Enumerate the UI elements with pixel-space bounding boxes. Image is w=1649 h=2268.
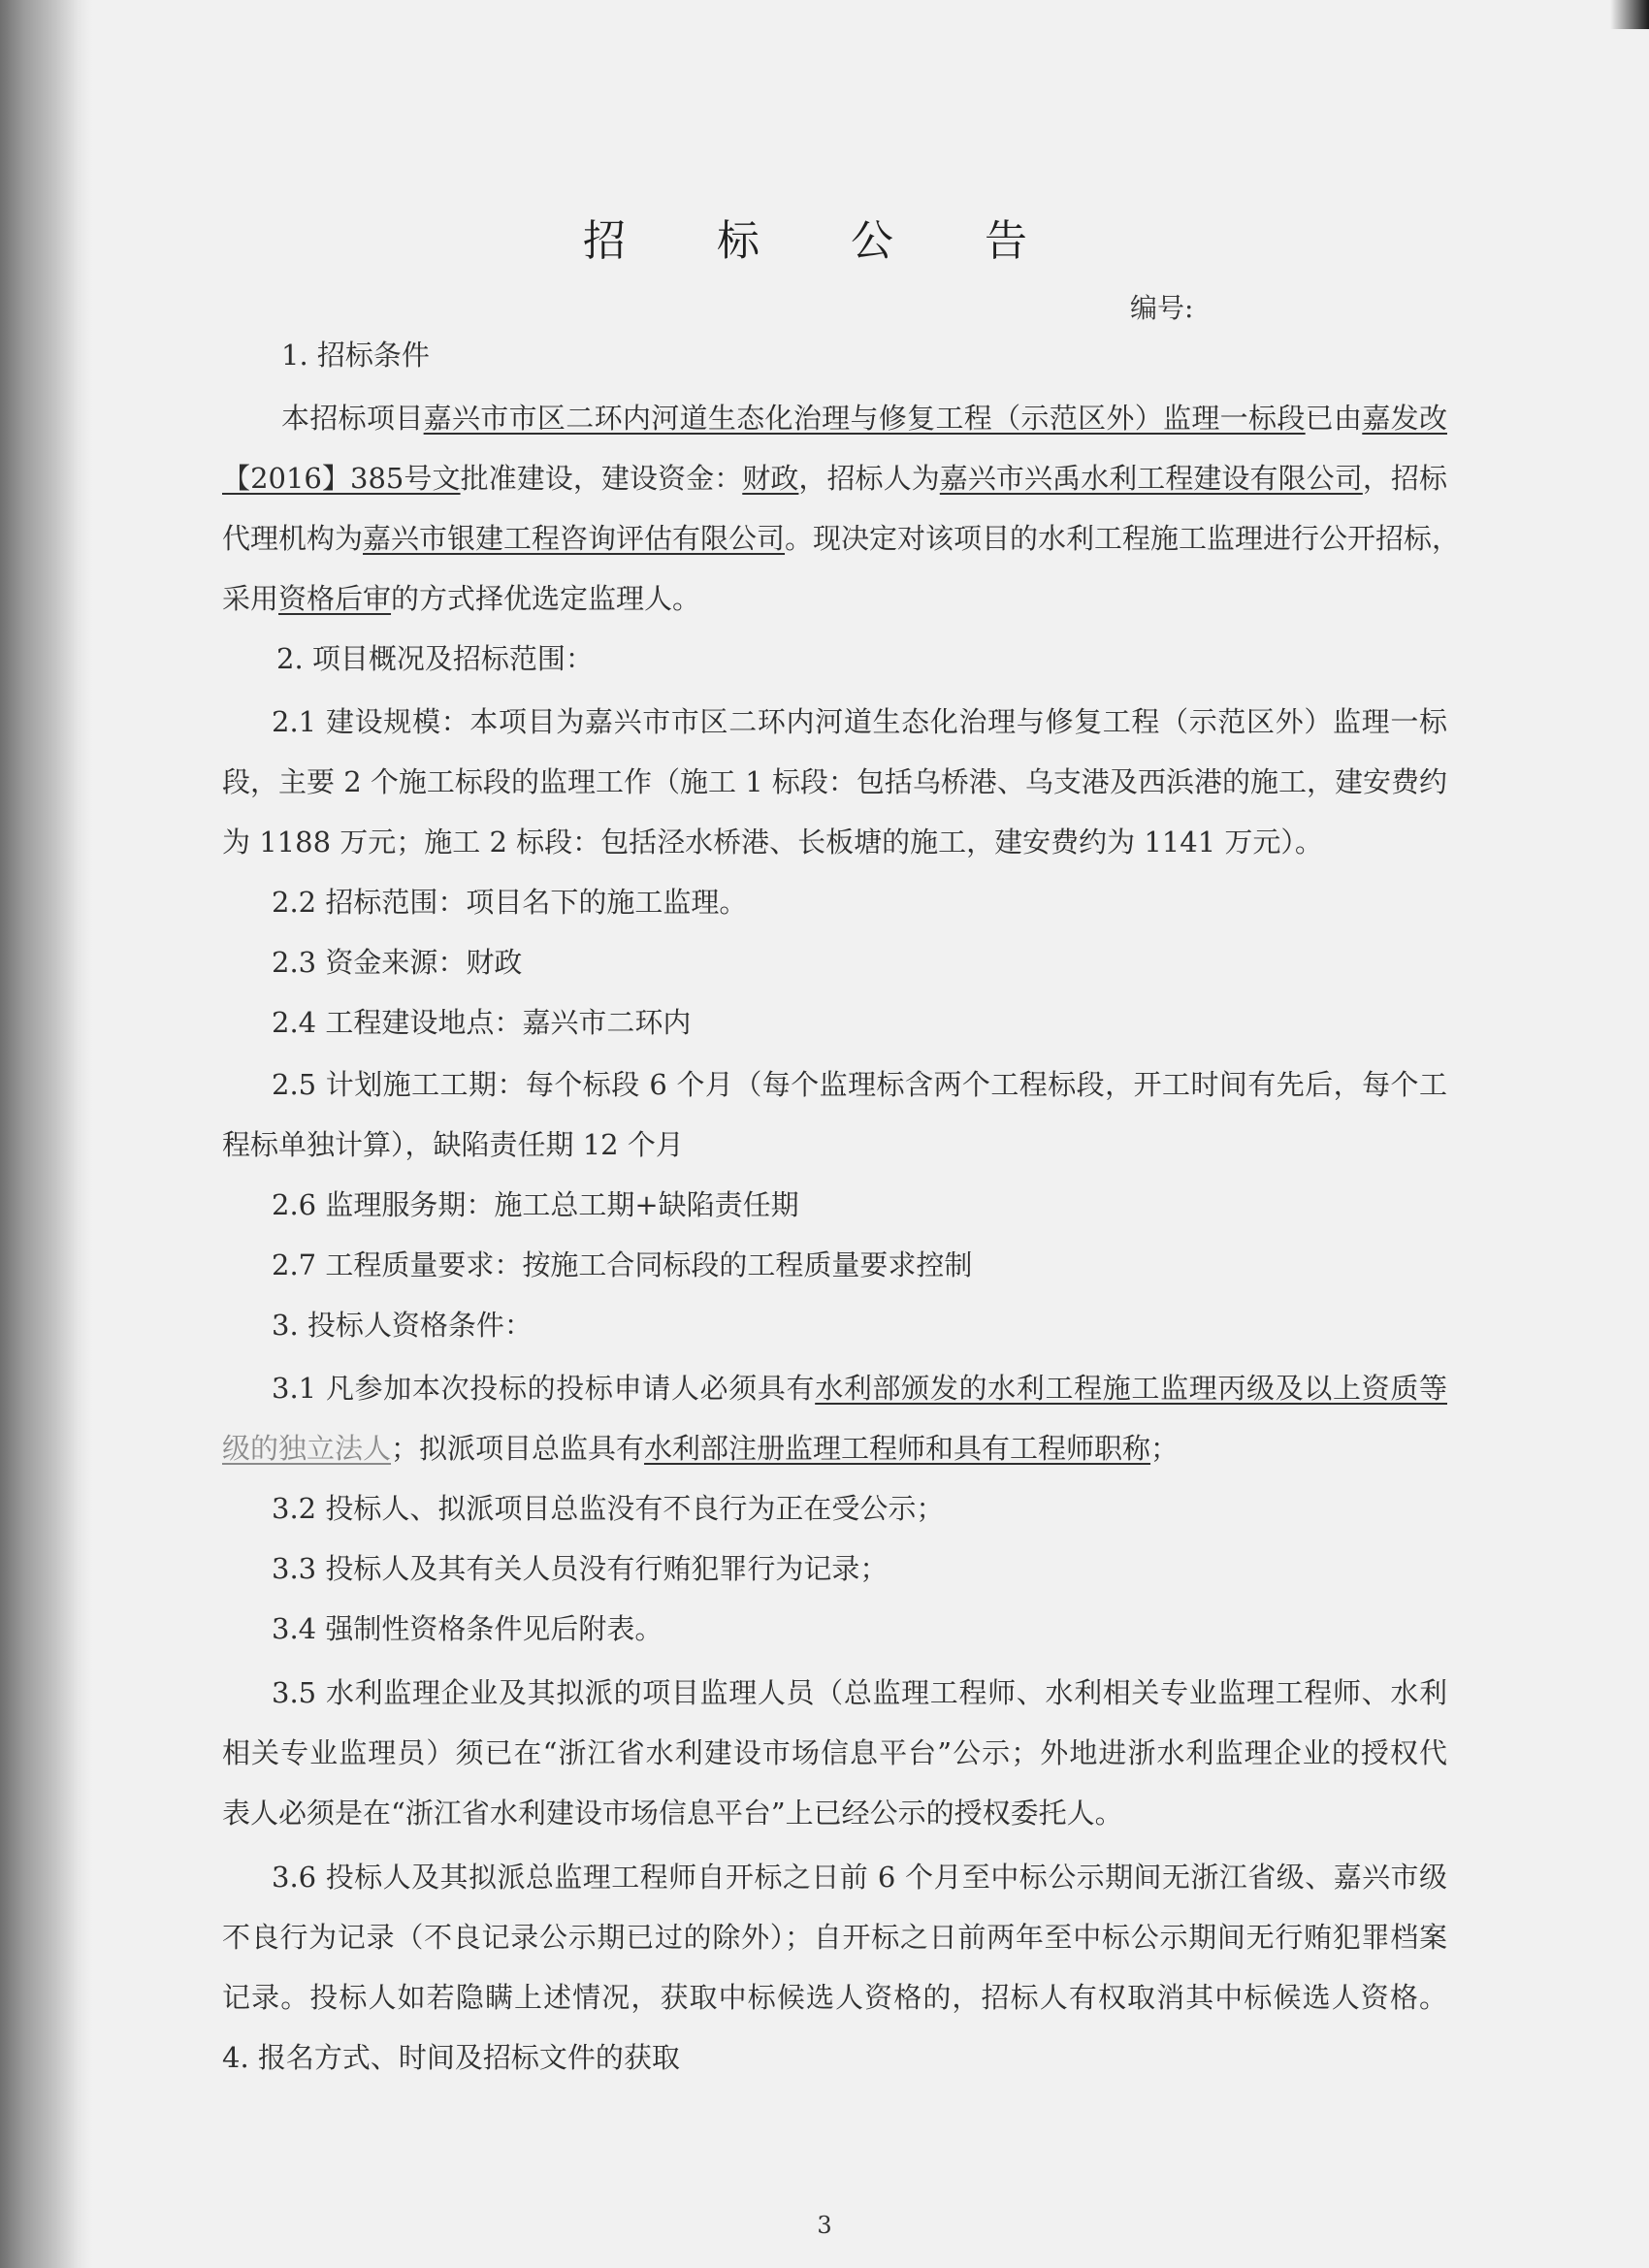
funding-source: 财政 (742, 462, 799, 495)
section-3-5-line-2: 相关专业监理员）须已在“浙江省水利建设市场信息平台”公示；外地进浙水利监理企业的授权代 (222, 1736, 1447, 1769)
approval-doc-number: 【2016】385号文 (222, 462, 461, 495)
qualification-method: 资格后审 (278, 582, 392, 615)
section-3-4: 3.4 强制性资格条件见后附表。 (272, 1612, 663, 1645)
tenderer-name: 嘉兴市兴禹水利工程建设有限公司 (939, 462, 1363, 495)
section-1-para-line-4 (222, 581, 700, 616)
section-2-heading: 2. 项目概况及招标范围： (276, 642, 594, 675)
section-2-1-line-1: 2.1 建设规模：本项目为嘉兴市市区二环内河道生态化治理与修复工程（示范区外）监理一标 (272, 705, 1447, 738)
agency-name: 嘉兴市银建工程咨询评估有限公司 (363, 522, 786, 555)
section-1-para-line-2 (222, 461, 1447, 496)
section-3-heading: 3. 投标人资格条件： (272, 1309, 533, 1342)
text-segment: 采用 (222, 582, 279, 615)
section-3-6-line-1: 3.6 投标人及其拟派总监理工程师自开标之日前 6 个月至中标公示期间无浙江省级、嘉兴市级 (272, 1861, 1447, 1894)
section-1-para-line-1 (281, 401, 1447, 436)
section-3-1-line-1 (272, 1371, 1447, 1406)
text-segment: 3.1 凡参加本次投标的投标申请人必须具有 (272, 1372, 816, 1405)
serial-number-label: 编号: (1130, 292, 1194, 324)
section-3-6-line-3: 记录。投标人如若隐瞒上述情况，获取中标候选人资格的，招标人有权取消其中标候选人资格。 (222, 1981, 1447, 2014)
text-segment: 批准建设，建设资金： (460, 462, 743, 495)
section-3-6-line-2: 不良行为记录（不良记录公示期已过的除外）；自开标之日前两年至中标公示期间无行贿犯罪档案 (222, 1921, 1447, 1954)
section-3-3: 3.3 投标人及其有关人员没有行贿犯罪行为记录； (272, 1552, 889, 1585)
section-2-1-line-2: 段，主要 2 个施工标段的监理工作（施工 1 标段：包括乌桥港、乌支港及西浜港的施工，建安费约 (222, 765, 1447, 798)
approval-doc: 嘉发改 (1362, 402, 1447, 435)
section-2-4: 2.4 工程建设地点：嘉兴市二环内 (272, 1006, 692, 1039)
section-2-3: 2.3 资金来源：财政 (272, 946, 523, 979)
page-number: 3 (817, 2212, 832, 2239)
text-segment: ； (1150, 1432, 1180, 1465)
section-2-5-line-1: 2.5 计划施工工期：每个标段 6 个月（每个监理标含两个工程标段，开工时间有先后，每个工 (272, 1068, 1447, 1101)
text-segment: 代理机构为 (222, 522, 364, 555)
document-title: 招 标 公 告 (583, 216, 1066, 266)
section-1-para-line-3 (222, 521, 1461, 556)
text-segment: 本招标项目 (281, 402, 424, 435)
text-segment: ，招标 (1362, 462, 1447, 495)
text-segment: ；拟派项目总监具有 (391, 1432, 645, 1465)
text-segment: ，招标人为 (798, 462, 940, 495)
chief-supervisor-requirement: 水利部注册监理工程师和具有工程师职称 (644, 1432, 1151, 1465)
section-3-5-line-3: 表人必须是在“浙江省水利建设市场信息平台”上已经公示的授权委托人。 (222, 1797, 1123, 1830)
section-2-7: 2.7 工程质量要求：按施工合同标段的工程质量要求控制 (272, 1248, 973, 1281)
section-4-heading: 4. 报名方式、时间及招标文件的获取 (222, 2041, 680, 2074)
text-segment: 。现决定对该项目的水利工程施工监理进行公开招标， (785, 522, 1461, 555)
qualification-requirement: 级的独立法人 (222, 1432, 392, 1465)
project-name: 嘉兴市市区二环内河道生态化治理与修复工程（示范区外）监理一标段 (423, 402, 1306, 435)
qualification-requirement: 水利部颁发的水利工程施工监理丙级及以上资质等 (815, 1372, 1447, 1405)
section-1-heading: 1. 招标条件 (281, 339, 430, 372)
section-2-5-line-2: 程标单独计算），缺陷责任期 12 个月 (222, 1128, 684, 1161)
section-2-6: 2.6 监理服务期：施工总工期+缺陷责任期 (272, 1188, 799, 1221)
section-3-2: 3.2 投标人、拟派项目总监没有不良行为正在受公示； (272, 1492, 945, 1525)
section-2-1-line-3: 为 1188 万元；施工 2 标段：包括泾水桥港、长板塘的施工，建安费约为 1141 万元）。 (222, 826, 1323, 859)
text-segment: 的方式择优选定监理人。 (391, 582, 701, 615)
section-3-1-line-2 (222, 1431, 1179, 1466)
section-3-5-line-1: 3.5 水利监理企业及其拟派的项目监理人员（总监理工程师、水利相关专业监理工程师、水利 (272, 1676, 1447, 1709)
section-2-2: 2.2 招标范围：项目名下的施工监理。 (272, 886, 748, 919)
text-segment: 已由 (1305, 402, 1363, 435)
